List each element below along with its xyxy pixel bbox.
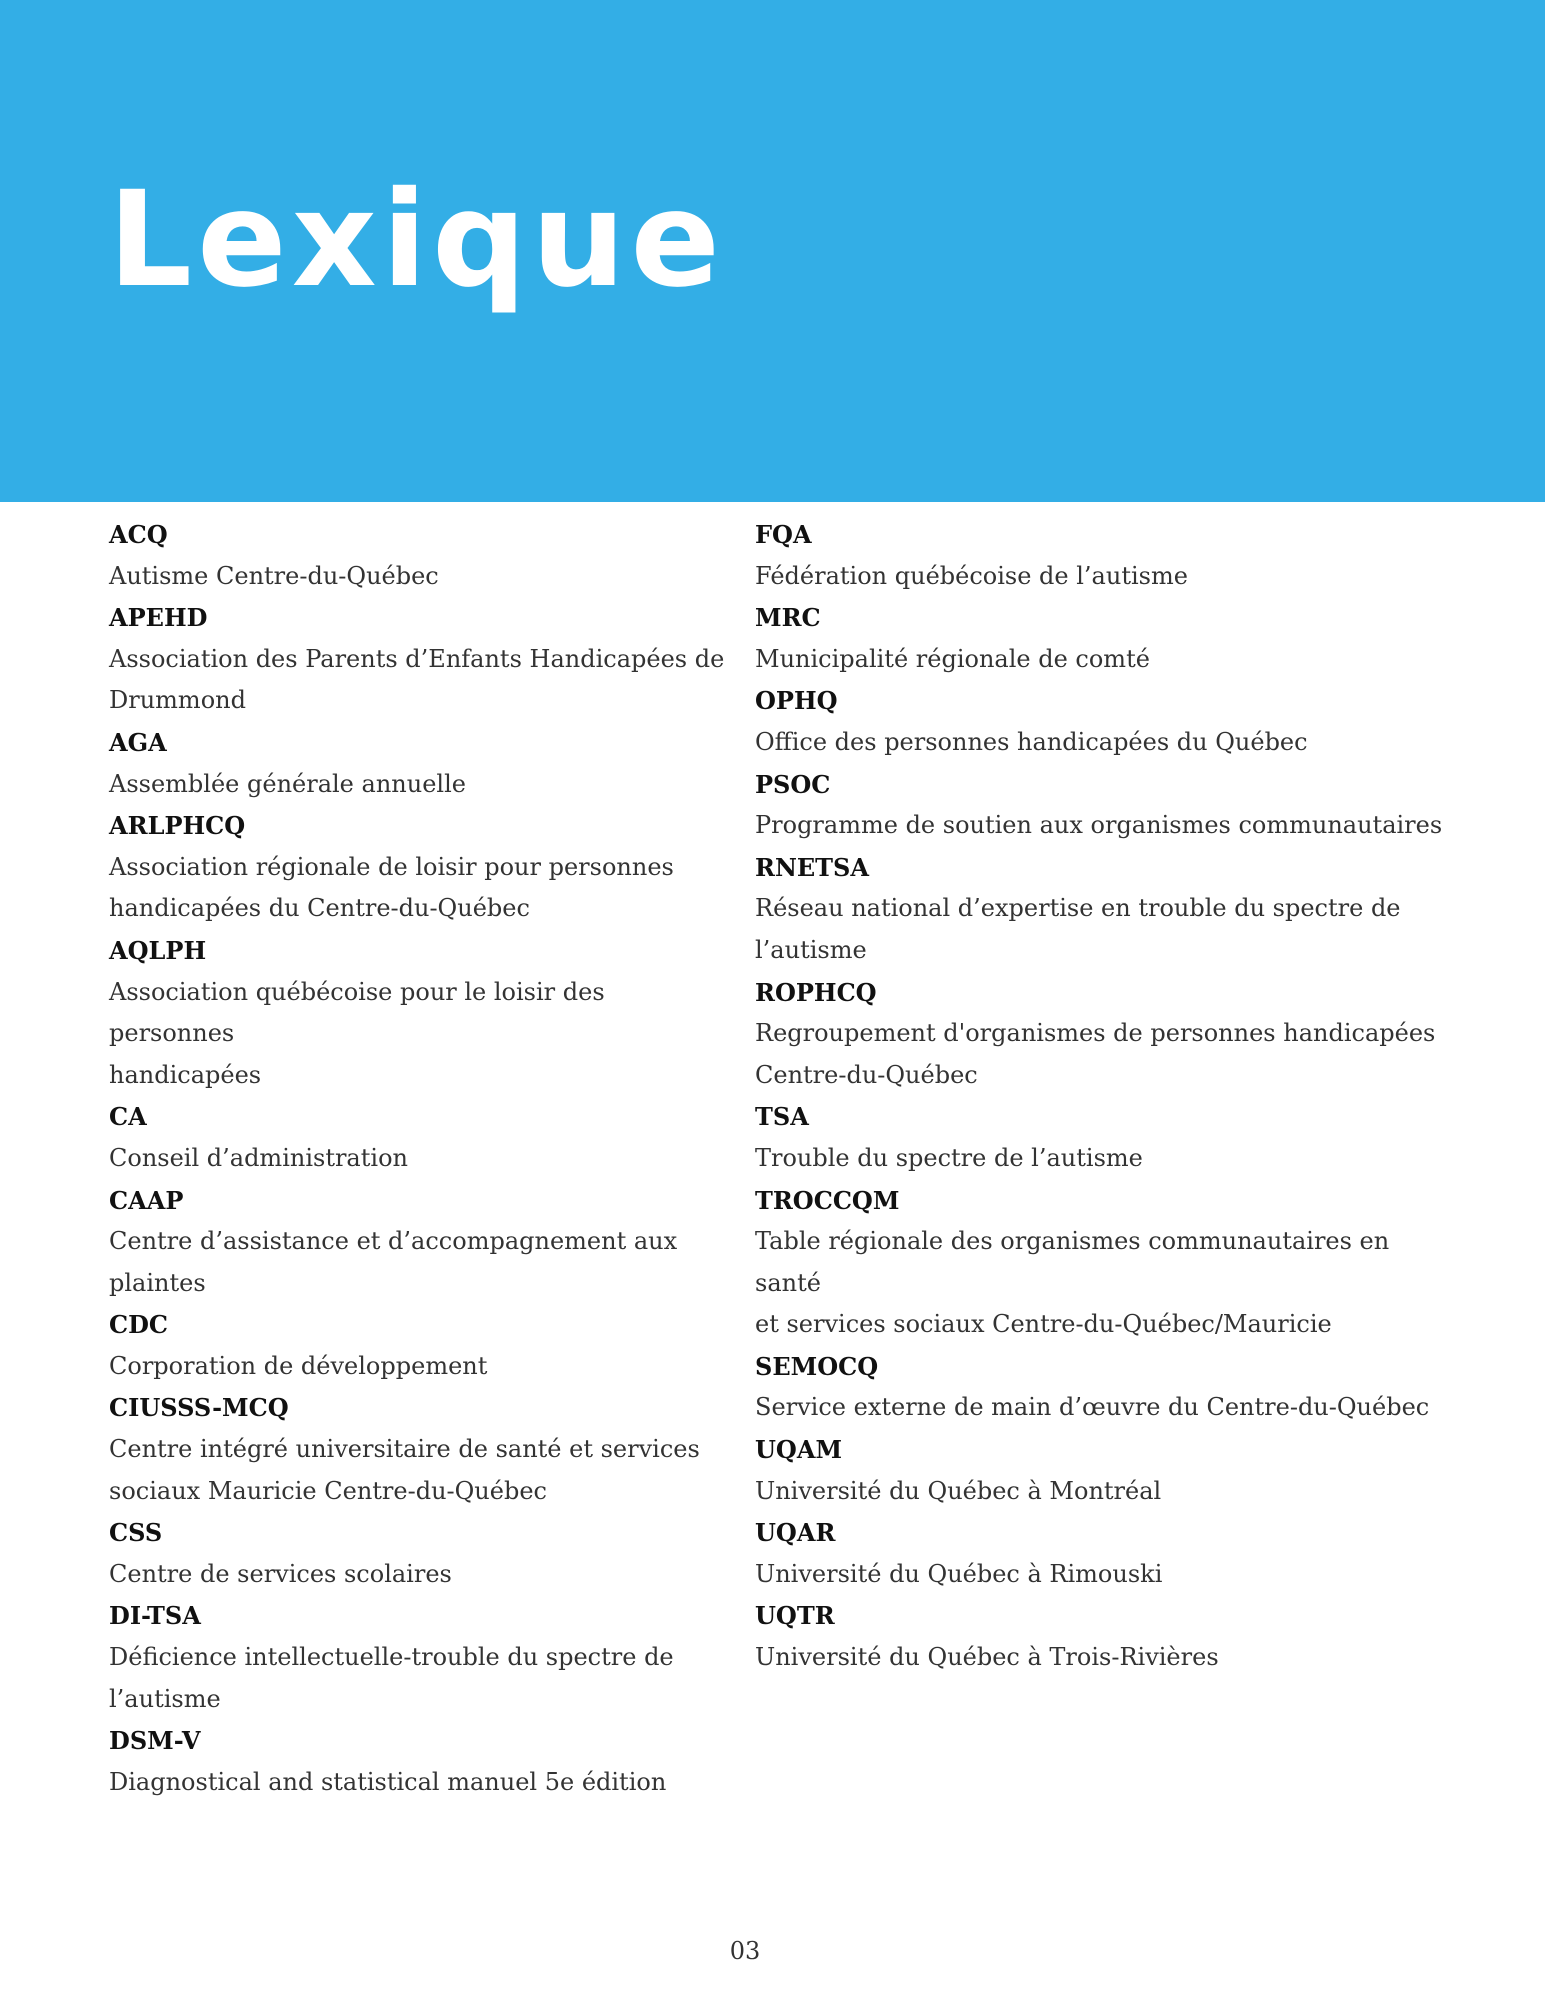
glossary-column-left bbox=[109, 514, 729, 1803]
page-number: 03 bbox=[729, 1937, 761, 1965]
glossary-term: AGA bbox=[109, 727, 167, 757]
glossary-entry bbox=[755, 514, 1455, 597]
glossary-term: DI-TSA bbox=[109, 1601, 201, 1631]
glossary-entry bbox=[109, 597, 729, 722]
glossary-entry bbox=[755, 1512, 1455, 1595]
glossary-term: DSM-V bbox=[109, 1726, 201, 1756]
glossary-term: FQA bbox=[755, 520, 812, 549]
glossary-definition: Université du Québec à Trois-Rivières bbox=[755, 1643, 1219, 1672]
glossary-term: APEHD bbox=[109, 603, 208, 633]
header-banner bbox=[0, 0, 1545, 502]
glossary-term: CA bbox=[109, 1102, 147, 1132]
glossary-definition: Association régionale de loisir pour personnes handicapées du Centre-du-Québec bbox=[109, 852, 674, 923]
glossary bbox=[0, 514, 1545, 1854]
glossary-entry bbox=[755, 680, 1455, 763]
glossary-term: ACQ bbox=[109, 520, 168, 549]
glossary-entry bbox=[109, 1512, 729, 1595]
glossary-entry bbox=[755, 972, 1455, 1097]
page-title: Lexique bbox=[108, 163, 726, 317]
glossary-definition: Regroupement d'organismes de personnes handicapées Centre-du-Québec bbox=[755, 1019, 1436, 1089]
glossary-term: CAAP bbox=[109, 1185, 184, 1215]
glossary-term: ARLPHCQ bbox=[109, 811, 246, 841]
glossary-column-right bbox=[755, 514, 1455, 1679]
glossary-definition: Assemblée générale annuelle bbox=[109, 769, 466, 798]
glossary-entry bbox=[109, 1304, 729, 1387]
glossary-definition: Association des Parents d’Enfants Handicapées de Drummond bbox=[109, 644, 725, 715]
glossary-definition: Service externe de main d’œuvre du Centre-du-Québec bbox=[755, 1393, 1430, 1422]
glossary-entry bbox=[755, 1429, 1455, 1512]
glossary-definition: Table régionale des organismes communautaires en santé et services sociaux Centre-du-Québec/Mauricie bbox=[755, 1227, 1390, 1339]
glossary-entry bbox=[109, 1180, 729, 1305]
glossary-entry bbox=[755, 1180, 1455, 1346]
glossary-definition: Programme de soutien aux organismes communautaires bbox=[755, 811, 1443, 840]
glossary-entry bbox=[109, 514, 729, 597]
glossary-term: CSS bbox=[109, 1518, 163, 1548]
glossary-entry bbox=[109, 722, 729, 805]
glossary-term: CDC bbox=[109, 1310, 169, 1340]
glossary-term: MRC bbox=[755, 603, 821, 633]
glossary-term: UQAR bbox=[755, 1518, 836, 1548]
glossary-definition: Municipalité régionale de comté bbox=[755, 644, 1150, 673]
glossary-definition: Diagnostical and statistical manuel 5e édition bbox=[109, 1767, 667, 1796]
glossary-entry bbox=[109, 1096, 729, 1179]
glossary-definition: Trouble du spectre de l’autisme bbox=[755, 1143, 1143, 1172]
glossary-entry bbox=[109, 805, 729, 930]
glossary-definition: Corporation de développement bbox=[109, 1351, 488, 1380]
glossary-term: TSA bbox=[755, 1102, 809, 1132]
glossary-entry bbox=[109, 930, 729, 1096]
glossary-definition: Association québécoise pour le loisir des personnes handicapées bbox=[109, 977, 605, 1089]
glossary-definition: Office des personnes handicapées du Québec bbox=[755, 727, 1308, 756]
glossary-entry bbox=[755, 1096, 1455, 1179]
glossary-entry bbox=[109, 1595, 729, 1720]
glossary-definition: Fédération québécoise de l’autisme bbox=[755, 561, 1188, 590]
glossary-definition: Centre de services scolaires bbox=[109, 1559, 452, 1588]
glossary-entry bbox=[755, 764, 1455, 847]
glossary-term: CIUSSS-MCQ bbox=[109, 1393, 289, 1423]
glossary-entry bbox=[755, 597, 1455, 680]
glossary-term: SEMOCQ bbox=[755, 1351, 879, 1381]
glossary-entry bbox=[109, 1387, 729, 1512]
glossary-definition: Université du Québec à Montréal bbox=[755, 1476, 1162, 1505]
glossary-term: OPHQ bbox=[755, 686, 838, 716]
glossary-definition: Centre d’assistance et d’accompagnement aux plaintes bbox=[109, 1227, 678, 1297]
glossary-entry bbox=[755, 847, 1455, 972]
glossary-definition: Déficience intellectuelle-trouble du spectre de l’autisme bbox=[109, 1643, 674, 1713]
glossary-definition: Université du Québec à Rimouski bbox=[755, 1559, 1163, 1588]
glossary-definition: Centre intégré universitaire de santé et services sociaux Mauricie Centre-du-Québec bbox=[109, 1435, 700, 1505]
glossary-term: UQTR bbox=[755, 1601, 835, 1631]
glossary-definition: Autisme Centre-du-Québec bbox=[109, 561, 439, 590]
glossary-entry bbox=[755, 1346, 1455, 1429]
glossary-entry bbox=[109, 1720, 729, 1803]
glossary-entry bbox=[755, 1595, 1455, 1678]
glossary-definition: Conseil d’administration bbox=[109, 1143, 408, 1172]
glossary-term: UQAM bbox=[755, 1435, 843, 1465]
glossary-definition: Réseau national d’expertise en trouble du spectre de l’autisme bbox=[755, 894, 1401, 964]
glossary-term: ROPHCQ bbox=[755, 977, 877, 1007]
glossary-term: RNETSA bbox=[755, 852, 869, 882]
glossary-term: AQLPH bbox=[109, 935, 207, 965]
glossary-term: TROCCQM bbox=[755, 1185, 900, 1215]
glossary-term: PSOC bbox=[755, 769, 831, 799]
